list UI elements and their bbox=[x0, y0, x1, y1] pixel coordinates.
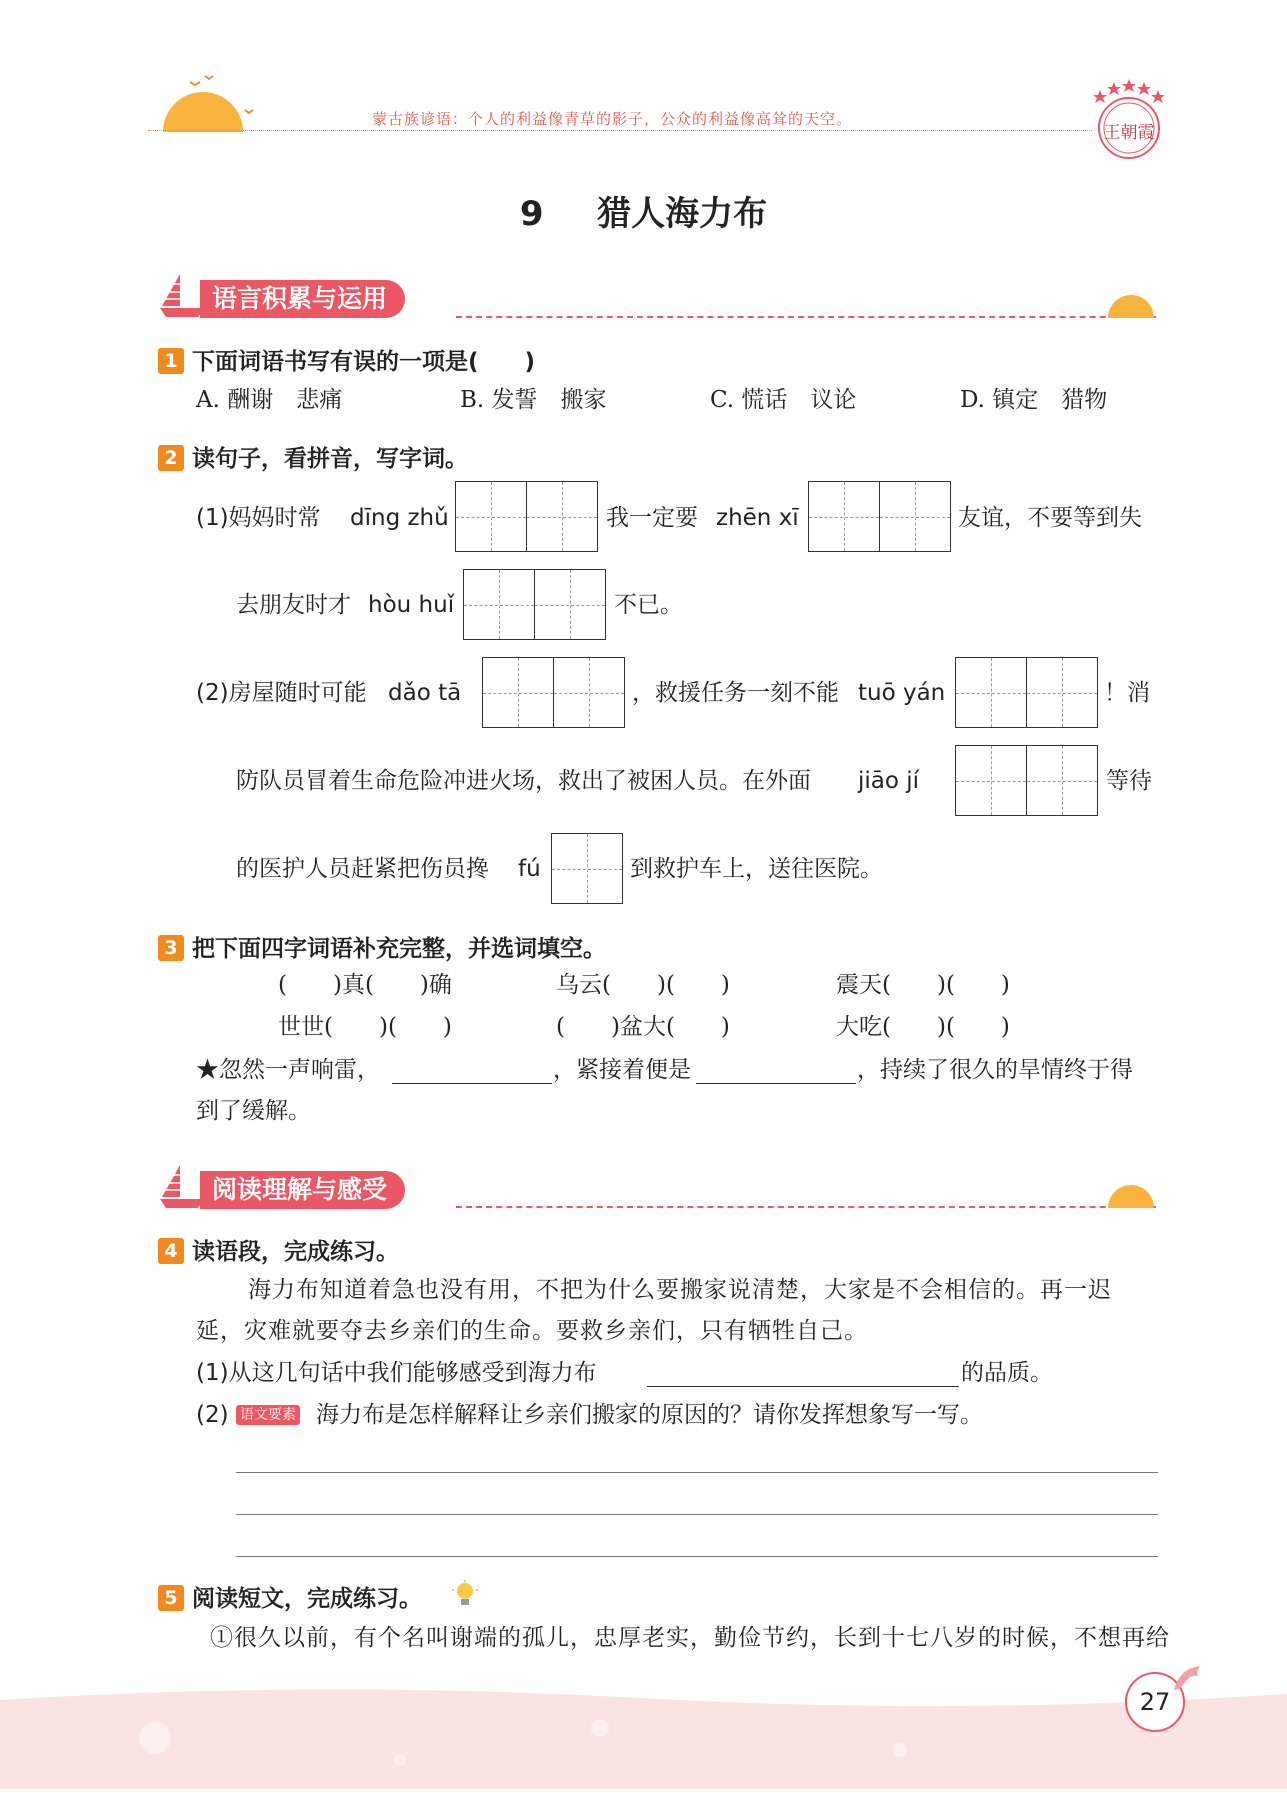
pinyin: tuō yán bbox=[858, 680, 946, 706]
sun-icon bbox=[1108, 295, 1154, 318]
question-2 bbox=[158, 440, 468, 473]
header-rule bbox=[148, 130, 1092, 131]
pinyin: fú bbox=[518, 856, 541, 882]
sentence-text: 防队员冒着生命危险冲进火场，救出了被困人员。在外面 bbox=[236, 768, 811, 794]
character-box[interactable] bbox=[455, 481, 598, 552]
sun-icon bbox=[1108, 1185, 1154, 1208]
question-number: 1 bbox=[158, 348, 184, 374]
idiom-blank[interactable]: 乌云( )( ) bbox=[556, 972, 730, 998]
page-number: 27 bbox=[1139, 1688, 1171, 1716]
question-number: 3 bbox=[158, 935, 184, 961]
fill-sentence: 到了缓解。 bbox=[196, 1098, 311, 1124]
sentence-text: (1)妈妈时常 bbox=[196, 505, 321, 531]
pinyin: dǎo tā bbox=[388, 680, 462, 706]
option-d[interactable]: D. 镇定 猎物 bbox=[960, 387, 1108, 413]
sub-question-1-end: 的品质。 bbox=[961, 1360, 1053, 1386]
section-title-reading: 阅读理解与感受 bbox=[200, 1171, 405, 1209]
sailboat-icon bbox=[158, 1163, 206, 1211]
character-box[interactable] bbox=[463, 569, 606, 640]
writing-line[interactable] bbox=[236, 1556, 1158, 1557]
character-box[interactable] bbox=[551, 833, 623, 904]
question-number: 2 bbox=[158, 445, 184, 471]
question-text: 把下面四字词语补充完整，并选词填空。 bbox=[192, 936, 606, 962]
passage-text: 海力布知道着急也没有用，不把为什么要搬家说清楚，大家是不会相信的。再一迟 bbox=[248, 1277, 1112, 1303]
passage-text: 延，灾难就要夺去乡亲们的生命。要救乡亲们，只有牺牲自己。 bbox=[196, 1318, 868, 1344]
sentence-text: 友谊，不要等到失 bbox=[958, 505, 1142, 531]
fill-sentence: ★忽然一声响雷， bbox=[196, 1057, 380, 1083]
answer-blank[interactable] bbox=[647, 1386, 959, 1387]
question-5 bbox=[158, 1580, 422, 1613]
question-number: 4 bbox=[158, 1238, 184, 1264]
fill-sentence: ，紧接着便是 bbox=[553, 1057, 691, 1083]
sentence-text: 不已。 bbox=[614, 592, 683, 618]
option-a[interactable]: A. 酬谢 悲痛 bbox=[196, 387, 343, 413]
section-title-language: 语言积累与运用 bbox=[200, 280, 405, 318]
character-box[interactable] bbox=[482, 657, 625, 728]
header-proverb: 蒙古族谚语：个人的利益像青草的影子，公众的利益像高耸的天空。 bbox=[372, 110, 853, 128]
writing-line[interactable] bbox=[236, 1472, 1158, 1473]
answer-blank[interactable] bbox=[696, 1083, 856, 1084]
publisher-logo-text: 王朝霞 bbox=[1103, 123, 1155, 143]
lesson-number: 9 bbox=[519, 194, 544, 234]
pinyin: jiāo jí bbox=[858, 768, 920, 794]
sentence-text: 到救护车上，送往医院。 bbox=[630, 856, 883, 882]
option-c[interactable]: C. 慌话 议论 bbox=[710, 387, 857, 413]
idiom-blank[interactable]: ( )盆大( ) bbox=[556, 1014, 730, 1040]
idiom-blank[interactable]: ( )真( )确 bbox=[278, 972, 452, 998]
idiom-blank[interactable]: 震天( )( ) bbox=[836, 972, 1010, 998]
pinyin: hòu huǐ bbox=[368, 592, 455, 618]
question-text: 阅读短文，完成练习。 bbox=[192, 1586, 422, 1612]
section-divider bbox=[456, 316, 1156, 318]
sentence-text: (2)房屋随时可能 bbox=[196, 680, 367, 706]
sentence-text: 的医护人员赶紧把伤员搀 bbox=[236, 856, 489, 882]
fill-sentence: ，持续了很久的旱情终于得 bbox=[857, 1057, 1133, 1083]
dolphin-icon bbox=[1170, 1660, 1210, 1704]
sub-question-2: (2) bbox=[196, 1402, 229, 1428]
sub-question-1: (1)从这几句话中我们能够感受到海力布 bbox=[196, 1360, 597, 1386]
question-4 bbox=[158, 1233, 399, 1266]
question-3 bbox=[158, 930, 606, 963]
sentence-text: 等待 bbox=[1106, 768, 1152, 794]
passage-text: ①很久以前，有个名叫谢端的孤儿，忠厚老实，勤俭节约，长到十七八岁的时候，不想再给 bbox=[210, 1625, 1170, 1651]
character-box[interactable] bbox=[808, 481, 951, 552]
question-text: 读句子，看拼音，写字词。 bbox=[192, 446, 468, 472]
sentence-text: 去朋友时才 bbox=[236, 592, 351, 618]
sentence-text: ！消 bbox=[1104, 680, 1150, 706]
publisher-logo bbox=[1088, 76, 1170, 162]
question-number: 5 bbox=[158, 1585, 184, 1611]
footer-wave bbox=[0, 1680, 1287, 1789]
question-text: 下面词语书写有误的一项是( ) bbox=[192, 349, 536, 375]
sub-question-2-text: 海力布是怎样解释让乡亲们搬家的原因的？请你发挥想象写一写。 bbox=[316, 1402, 983, 1428]
pinyin: zhēn xī bbox=[716, 505, 799, 531]
question-text: 读语段，完成练习。 bbox=[192, 1239, 399, 1265]
answer-blank[interactable] bbox=[392, 1083, 552, 1084]
section-divider bbox=[456, 1206, 1156, 1208]
sailboat-icon bbox=[158, 272, 206, 320]
character-box[interactable] bbox=[955, 745, 1098, 816]
character-box[interactable] bbox=[955, 657, 1098, 728]
sentence-text: 我一定要 bbox=[606, 505, 698, 531]
idiom-blank[interactable]: 世世( )( ) bbox=[278, 1014, 452, 1040]
writing-line[interactable] bbox=[236, 1514, 1158, 1515]
tag-badge: 语文要素 bbox=[236, 1405, 300, 1425]
option-b[interactable]: B. 发誓 搬家 bbox=[460, 387, 607, 413]
page-title bbox=[0, 186, 1287, 235]
question-1 bbox=[158, 343, 535, 376]
sentence-text: ，救援任务一刻不能 bbox=[632, 680, 839, 706]
pinyin: dīng zhǔ bbox=[350, 505, 449, 531]
lightbulb-icon bbox=[452, 1580, 478, 1612]
idiom-blank[interactable]: 大吃( )( ) bbox=[836, 1014, 1010, 1040]
lesson-title: 猎人海力布 bbox=[597, 194, 768, 234]
